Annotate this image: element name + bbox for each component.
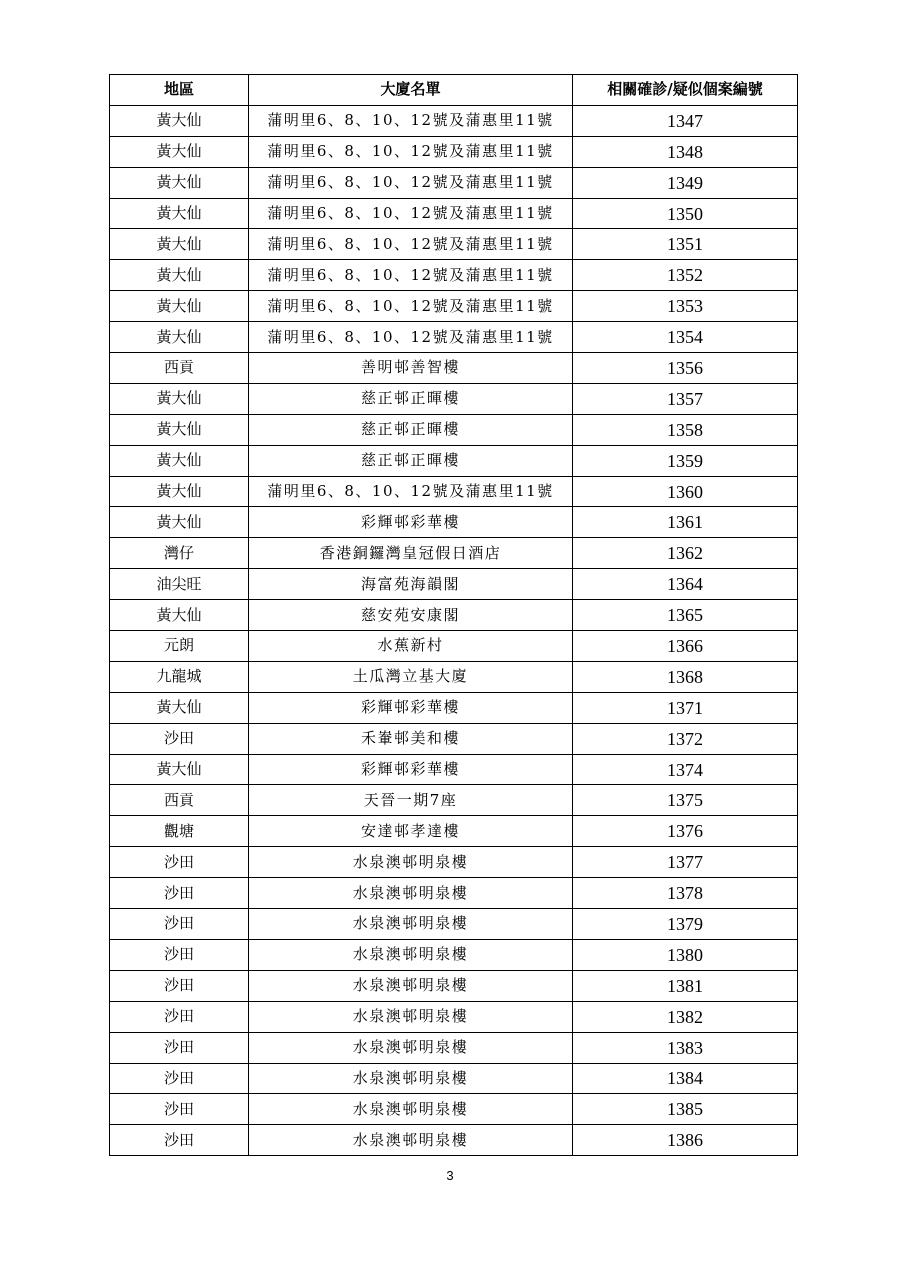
table-row [110,414,798,445]
case-number-cell: 1368 [573,661,798,692]
case-number-cell: 1357 [573,383,798,414]
district-cell: 黃大仙 [110,322,249,353]
table-row [110,723,798,754]
table-row [110,1094,798,1125]
building-cell: 蒲明里6、8、10、12號及蒲惠里11號 [249,105,573,136]
case-number-cell: 1359 [573,445,798,476]
district-cell: 沙田 [110,723,249,754]
case-number-cell: 1384 [573,1063,798,1094]
district-cell: 黃大仙 [110,260,249,291]
district-cell: 元朗 [110,631,249,662]
table-row [110,1032,798,1063]
case-number-cell: 1380 [573,939,798,970]
building-cell: 善明邨善智樓 [249,353,573,384]
table-row [110,291,798,322]
table-row [110,229,798,260]
table-row [110,785,798,816]
building-cell: 禾輋邨美和樓 [249,723,573,754]
case-number-cell: 1350 [573,198,798,229]
case-number-cell: 1349 [573,167,798,198]
building-cell: 水泉澳邨明泉樓 [249,1001,573,1032]
building-cell: 蒲明里6、8、10、12號及蒲惠里11號 [249,136,573,167]
building-cell: 慈正邨正暉樓 [249,383,573,414]
building-cell: 安達邨孝達樓 [249,816,573,847]
district-cell: 西貢 [110,785,249,816]
table-row [110,878,798,909]
district-cell: 黃大仙 [110,229,249,260]
district-cell: 黃大仙 [110,476,249,507]
buildings-table [109,74,798,1156]
case-number-cell: 1352 [573,260,798,291]
table-row [110,939,798,970]
table-row [110,754,798,785]
case-number-cell: 1381 [573,970,798,1001]
table-row [110,631,798,662]
case-number-cell: 1379 [573,909,798,940]
case-number-cell: 1354 [573,322,798,353]
district-cell: 黃大仙 [110,383,249,414]
table-row [110,909,798,940]
case-number-cell: 1348 [573,136,798,167]
building-cell: 蒲明里6、8、10、12號及蒲惠里11號 [249,322,573,353]
header-case-number: 相關確診/疑似個案編號 [573,75,798,106]
district-cell: 觀塘 [110,816,249,847]
building-cell: 水泉澳邨明泉樓 [249,878,573,909]
district-cell: 黃大仙 [110,754,249,785]
district-cell: 沙田 [110,1094,249,1125]
case-number-cell: 1378 [573,878,798,909]
table-row [110,198,798,229]
case-number-cell: 1358 [573,414,798,445]
district-cell: 黃大仙 [110,600,249,631]
table-row [110,136,798,167]
building-cell: 水蕉新村 [249,631,573,662]
district-cell: 黃大仙 [110,507,249,538]
table-row [110,538,798,569]
header-district: 地區 [110,75,249,106]
case-number-cell: 1353 [573,291,798,322]
building-cell: 水泉澳邨明泉樓 [249,1125,573,1156]
table-body [110,105,798,1155]
table-row [110,847,798,878]
case-number-cell: 1382 [573,1001,798,1032]
district-cell: 沙田 [110,1001,249,1032]
building-cell: 蒲明里6、8、10、12號及蒲惠里11號 [249,229,573,260]
district-cell: 黃大仙 [110,198,249,229]
header-building-list: 大廈名單 [249,75,573,106]
building-cell: 水泉澳邨明泉樓 [249,847,573,878]
building-cell: 蒲明里6、8、10、12號及蒲惠里11號 [249,260,573,291]
case-number-cell: 1347 [573,105,798,136]
building-cell: 慈正邨正暉樓 [249,445,573,476]
district-cell: 黃大仙 [110,105,249,136]
case-number-cell: 1377 [573,847,798,878]
case-number-cell: 1385 [573,1094,798,1125]
case-number-cell: 1375 [573,785,798,816]
district-cell: 沙田 [110,1063,249,1094]
table-row [110,569,798,600]
building-cell: 慈安苑安康閣 [249,600,573,631]
building-cell: 海富苑海韻閣 [249,569,573,600]
building-cell: 彩輝邨彩華樓 [249,507,573,538]
case-number-cell: 1365 [573,600,798,631]
district-cell: 九龍城 [110,661,249,692]
case-number-cell: 1383 [573,1032,798,1063]
district-cell: 沙田 [110,1032,249,1063]
district-cell: 沙田 [110,847,249,878]
table-row [110,445,798,476]
building-cell: 水泉澳邨明泉樓 [249,909,573,940]
table-row [110,476,798,507]
page-number: 3 [446,1168,454,1183]
building-cell: 水泉澳邨明泉樓 [249,939,573,970]
table-row [110,1063,798,1094]
district-cell: 沙田 [110,878,249,909]
district-cell: 灣仔 [110,538,249,569]
table-row [110,353,798,384]
table-row [110,322,798,353]
building-cell: 慈正邨正暉樓 [249,414,573,445]
district-cell: 黃大仙 [110,414,249,445]
building-cell: 天晉一期7座 [249,785,573,816]
table-row [110,661,798,692]
case-number-cell: 1376 [573,816,798,847]
district-cell: 黃大仙 [110,136,249,167]
building-cell: 香港銅鑼灣皇冠假日酒店 [249,538,573,569]
table-row [110,167,798,198]
case-number-cell: 1356 [573,353,798,384]
building-cell: 蒲明里6、8、10、12號及蒲惠里11號 [249,291,573,322]
district-cell: 沙田 [110,939,249,970]
district-cell: 沙田 [110,909,249,940]
district-cell: 沙田 [110,1125,249,1156]
district-cell: 黃大仙 [110,445,249,476]
table-row [110,260,798,291]
district-cell: 黃大仙 [110,692,249,723]
building-cell: 蒲明里6、8、10、12號及蒲惠里11號 [249,476,573,507]
building-cell: 蒲明里6、8、10、12號及蒲惠里11號 [249,167,573,198]
district-cell: 黃大仙 [110,291,249,322]
case-number-cell: 1361 [573,507,798,538]
district-cell: 西貢 [110,353,249,384]
building-cell: 彩輝邨彩華樓 [249,692,573,723]
building-cell: 水泉澳邨明泉樓 [249,1032,573,1063]
building-cell: 土瓜灣立基大廈 [249,661,573,692]
buildings-table-container [109,74,797,1156]
table-row [110,816,798,847]
building-cell: 水泉澳邨明泉樓 [249,970,573,1001]
district-cell: 油尖旺 [110,569,249,600]
table-row [110,1001,798,1032]
table-row [110,692,798,723]
table-row [110,507,798,538]
case-number-cell: 1360 [573,476,798,507]
table-row [110,1125,798,1156]
case-number-cell: 1371 [573,692,798,723]
district-cell: 沙田 [110,970,249,1001]
building-cell: 彩輝邨彩華樓 [249,754,573,785]
building-cell: 蒲明里6、8、10、12號及蒲惠里11號 [249,198,573,229]
building-cell: 水泉澳邨明泉樓 [249,1063,573,1094]
table-row [110,600,798,631]
case-number-cell: 1374 [573,754,798,785]
table-header-row [110,75,798,106]
case-number-cell: 1362 [573,538,798,569]
table-row [110,383,798,414]
table-row [110,105,798,136]
case-number-cell: 1372 [573,723,798,754]
table-row [110,970,798,1001]
case-number-cell: 1366 [573,631,798,662]
district-cell: 黃大仙 [110,167,249,198]
case-number-cell: 1364 [573,569,798,600]
building-cell: 水泉澳邨明泉樓 [249,1094,573,1125]
case-number-cell: 1351 [573,229,798,260]
case-number-cell: 1386 [573,1125,798,1156]
